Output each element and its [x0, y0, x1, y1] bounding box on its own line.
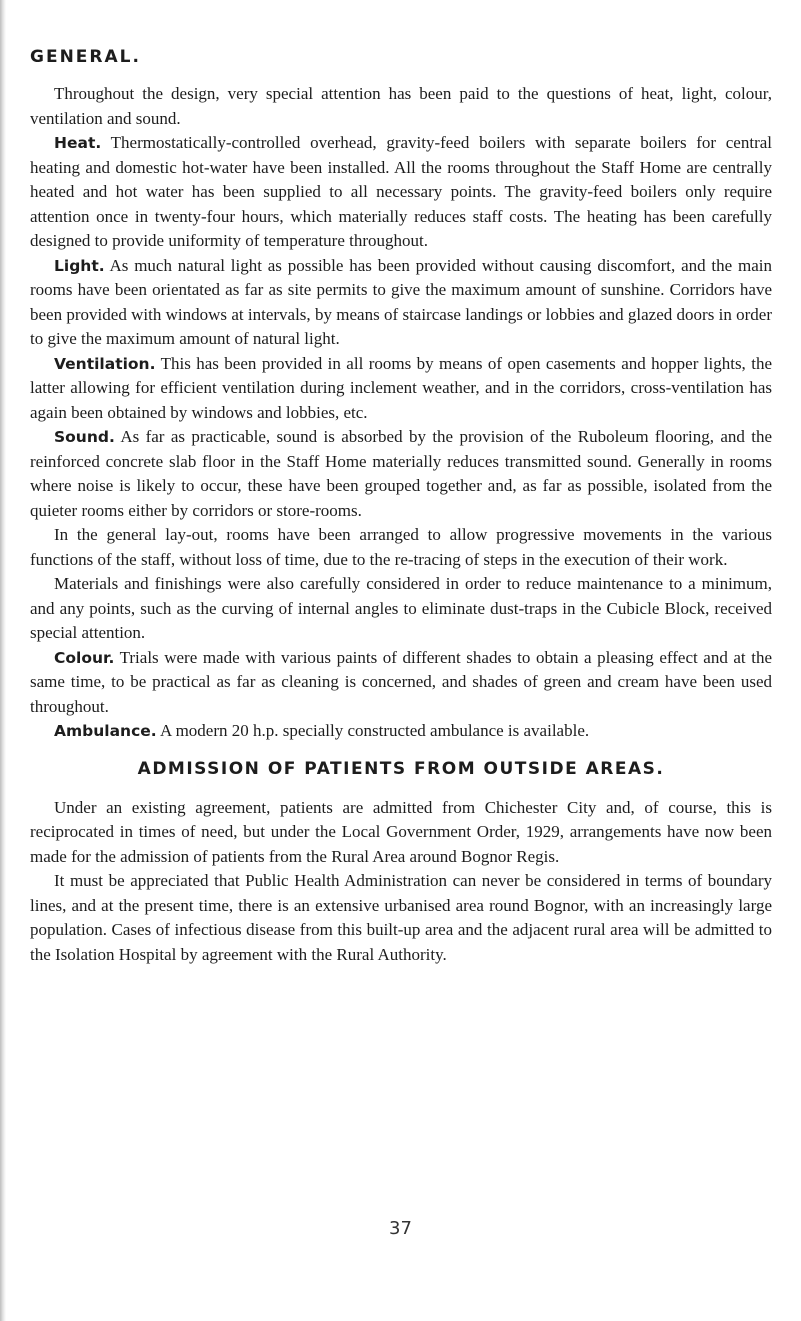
ambulance-label: Ambulance. — [54, 722, 157, 740]
light-paragraph — [30, 254, 772, 352]
colour-text: Trials were made with various paints of different shades to obtain a pleasing effect and at the same time, to be practical as far as cleaning is concerned, and shades of green and cream have been used throughout. — [30, 647, 772, 716]
light-label: Light. — [54, 256, 105, 275]
ventilation-label: Ventilation. — [54, 354, 156, 373]
sound-paragraph — [30, 425, 772, 523]
general-heading: GENERAL. — [30, 47, 141, 67]
sound-label: Sound. — [54, 428, 115, 446]
colour-label: Colour. — [54, 648, 115, 667]
colour-paragraph — [30, 646, 772, 720]
page-number: 37 — [389, 1218, 412, 1239]
document-page — [30, 42, 772, 967]
admission-paragraph-1: Under an existing agreement, patients are admitted from Chichester City and, of course, this is reciprocated in times of need, but under the Local Government Order, 1929, arrangements have now been made for the admission of patients from the Rural Area around Bognor Regis. — [30, 797, 772, 866]
admission-heading: ADMISSION OF PATIENTS FROM OUTSIDE AREAS. — [137, 758, 665, 779]
materials-paragraph: Materials and finishings were also carefully considered in order to reduce maintenance to a minimum, and any points, such as the curving of internal angles to eliminate dust-traps in the Cubicle Block, received special attention. — [30, 574, 772, 642]
light-text: As much natural light as possible has been provided without causing discomfort, and the main rooms have been orientated as far as site permits to give the maximum amount of sunshine. Corridors have been provided with windows at intervals, by means of staircase landings or lobbies and glazed doors in order to give the maximum amount of natural light. — [30, 255, 772, 348]
admission-paragraph-2: It must be appreciated that Public Health Administration can never be considered in terms of boundary lines, and at the present time, there is an extensive urbanised area round Bognor, with an increasingly large population. Cases of infectious disease from this built-up area and the adjacent rural area will be admitted to the Isolation Hospital by agreement with the Rural Authority. — [30, 871, 772, 964]
heat-label: Heat. — [54, 134, 102, 152]
heat-text: Thermostatically-controlled overhead, gravity-feed boilers with separate boilers for central heating and domestic hot-water have been installed. All the rooms throughout the Staff Home are centrally heated and hot water has been supplied to all necessary points. The gravity-feed boilers only require attention once in twenty-four hours, which materially reduces staff costs. The heating has been carefully designed to provide uniformity of temperature throughout. — [30, 133, 772, 250]
heat-paragraph — [30, 131, 772, 254]
ambulance-paragraph — [30, 719, 772, 744]
ventilation-text: This has been provided in all rooms by means of open casements and hopper lights, the latter allowing for efficient ventilation during inclement weather, and in the corridors, cross-ventilation has again been obtained by windows and lobbies, etc. — [30, 353, 772, 422]
intro-paragraph: Throughout the design, very special attention has been paid to the questions of heat, light, colour, ventilation and sound. — [30, 84, 772, 128]
sound-text: As far as practicable, sound is absorbed by the provision of the Ruboleum flooring, and the reinforced concrete slab floor in the Staff Home materially reduces transmitted sound. Generally in rooms where noise is likely to occur, these have been grouped together and, as far as possible, isolated from the quieter rooms either by corridors or store-rooms. — [30, 427, 772, 520]
ventilation-paragraph — [30, 352, 772, 426]
page-binding-edge — [0, 0, 6, 1321]
layout-paragraph: In the general lay-out, rooms have been arranged to allow progressive movements in the various functions of the staff, without loss of time, due to the re-tracing of steps in the execution of their work. — [30, 525, 772, 569]
ambulance-text: A modern 20 h.p. specially constructed ambulance is available. — [160, 721, 590, 740]
